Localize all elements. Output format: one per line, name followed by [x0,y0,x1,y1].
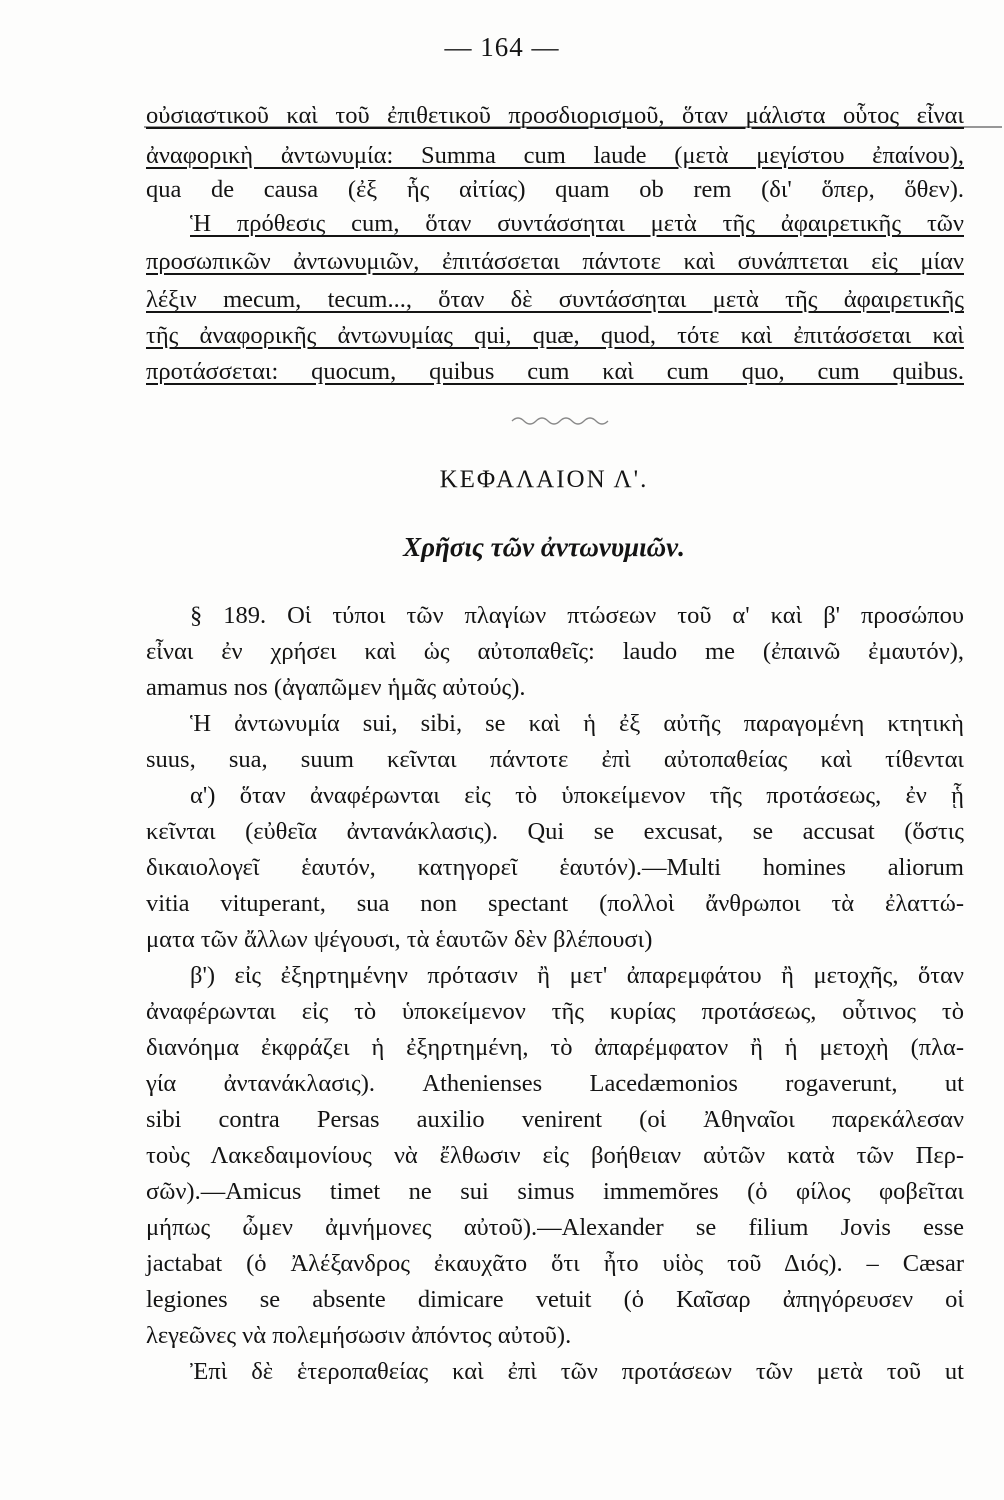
text-line: οὐσιαστικοῦ καὶ τοῦ ἐπιθετικοῦ προσδιορισμοῦ, ὅταν μάλιστα οὗτος εἶναι [146,102,964,129]
text-line: β') εἰς ἐξηρτημένην πρότασιν ἢ μετ' ἀπαρεμφάτου ἢ μετοχῆς, ὅταν [190,962,964,989]
text-line: jactabat (ὁ Ἀλέξανδρος ἐκαυχᾶτο ὅτι ἦτο υἱὸς τοῦ Διός). – Cæsar [146,1250,964,1277]
text-line: α') ὅταν ἀναφέρωνται εἰς τὸ ὑποκείμενον τῆς προτάσεως, ἐν ᾗ [190,782,964,809]
text-line: § 189. Οἱ τύποι τῶν πλαγίων πτώσεων τοῦ α' καὶ β' προσώπου [190,602,964,629]
text-line: Ἐπὶ δὲ ἑτεροπαθείας καὶ ἐπὶ τῶν προτάσεων τῶν μετὰ τοῦ ut [190,1358,964,1385]
text-line: δικαιολογεῖ ἑαυτόν, κατηγορεῖ ἑαυτόν).—Multi homines aliorum [146,854,964,881]
text-line: λέξιν mecum, tecum..., ὅταν δὲ συντάσσηται μετὰ τῆς ἀφαιρετικῆς [146,286,964,313]
text-line: τοὺς Λακεδαιμονίους νὰ ἔλθωσιν εἰς βοήθειαν αὐτῶν κατὰ τῶν Περ- [146,1142,964,1169]
text-line: suus, sua, suum κεῖνται πάντοτε ἐπὶ αὐτοπαθείας καὶ τίθενται [146,746,964,773]
text-line: ματα τῶν ἄλλων ψέγουσι, τὰ ἑαυτῶν δὲν βλέπουσι) [146,926,653,953]
text-line: ἀναφορικὴ ἀντωνυμία: Summa cum laude (μετὰ μεγίστου ἐπαίνου), [146,142,964,169]
ornament-divider [510,414,610,428]
text-line: λεγεῶνες νὰ πολεμήσωσιν ἀπόντος αὐτοῦ). [146,1322,572,1349]
text-line: sibi contra Persas auxilio venirent (οἱ Ἀθηναῖοι παρεκάλεσαν [146,1106,964,1133]
text-line: μήπως ὦμεν ἀμνήμονες αὐτοῦ).—Alexander se filium Jovis esse [146,1214,964,1241]
text-line: τῆς ἀναφορικῆς ἀντωνυμίας qui, quæ, quod, τότε καὶ ἐπιτάσσεται καὶ [146,322,964,349]
text-line: qua de causa (ἐξ ἧς αἰτίας) quam ob rem (δι' ὅπερ, ὅθεν). [146,176,964,203]
text-line: διανόημα ἐκφράζει ἡ ἐξηρτημένη, τὸ ἀπαρέμφατον ἢ ἡ μετοχὴ (πλα- [146,1034,964,1061]
text-line: εἶναι ἐν χρήσει καὶ ὡς αὐτοπαθεῖς: laudo me (ἐπαινῶ ἐμαυτόν), [146,638,964,665]
text-line: Ἡ πρόθεσις cum, ὅταν συντάσσηται μετὰ τῆς ἀφαιρετικῆς τῶν [190,210,964,237]
text-line: amamus nos (ἀγαπῶμεν ἡμᾶς αὐτούς). [146,674,526,701]
text-line: Ἡ ἀντωνυμία sui, sibi, se καὶ ἡ ἐξ αὐτῆς παραγομένη κτητικὴ [190,710,964,737]
chapter-subtitle: Χρῆσις τῶν ἀντωνυμιῶν. [403,532,685,562]
page-number: — 164 — [444,32,560,62]
text-line: vitia vituperant, sua non spectant (πολλοὶ ἄνθρωποι τὰ ἐλαττώ- [146,890,964,917]
text-line: ἀναφέρωνται εἰς τὸ ὑποκείμενον τῆς κυρίας προτάσεως, οὗτινος τὸ [146,998,964,1025]
text-line: σῶν).—Amicus timet ne sui simus immemŏres (ὁ φίλος φοβεῖται [146,1178,964,1205]
text-line: γία ἀντανάκλασις). Athenienses Lacedæmonios rogaverunt, ut [146,1070,964,1097]
text-line: legiones se absente dimicare vetuit (ὁ Καῖσαρ ἀπηγόρευσεν οἱ [146,1286,964,1313]
text-line: προτάσσεται: quocum, quibus cum καὶ cum quo, cum quibus. [146,358,964,385]
text-line: προσωπικῶν ἀντωνυμιῶν, ἐπιτάσσεται πάντοτε καὶ συνάπτεται εἰς μίαν [146,248,964,275]
chapter-heading: ΚΕΦΑΛΑΙΟΝ Λ'. [439,466,649,493]
text-line: κεῖνται (εὐθεῖα ἀντανάκλασις). Qui se excusat, se accusat (ὅστις [146,818,964,845]
